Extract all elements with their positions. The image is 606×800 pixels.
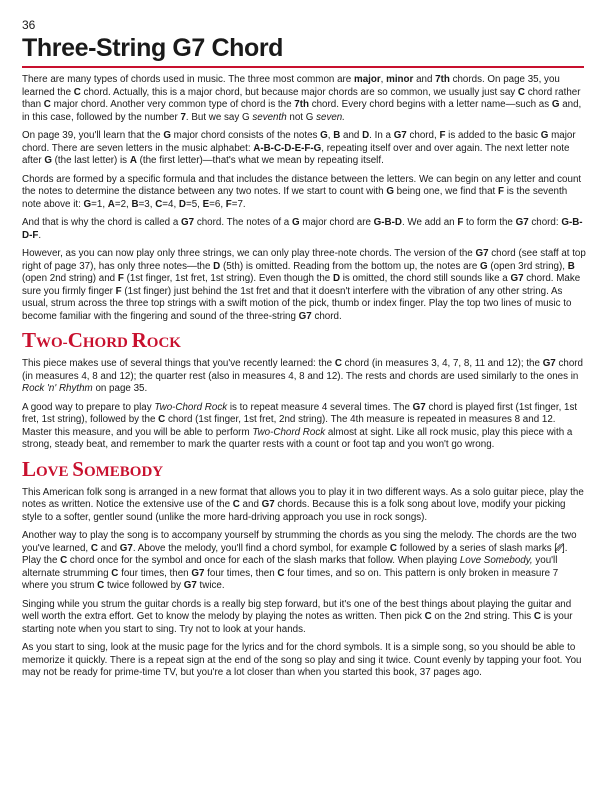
- body-paragraph: [22, 642, 586, 680]
- text-run: (1st finger) just behind the 1st fret and that it doesn't interfere with the vibration of any other string. As usual, strum across the three top strings with a swift motion of the pick, thumb or index finger. Play the top two lines of music to become familiar with the fingering and sound of the three-string: [22, 285, 572, 322]
- text-run: This American folk song is arranged in a new format that allows you to play it in two different ways. As a solo guitar piece, play the notes as written. Notice the extensive use of the: [22, 486, 584, 510]
- bold-text-run: G-B-D-F: [22, 217, 583, 241]
- text-run: twice.: [196, 580, 225, 591]
- bold-text-run: D: [213, 260, 221, 272]
- bold-text-run: G: [44, 155, 52, 166]
- body-paragraph: [22, 248, 586, 323]
- italic-text-run: Two-Chord Rock: [252, 426, 326, 438]
- body-paragraph: [22, 74, 586, 124]
- bold-text-run: B: [131, 198, 139, 210]
- bold-text-run: C: [389, 542, 397, 554]
- bold-text-run: D: [178, 198, 186, 210]
- bold-text-run: G: [540, 130, 549, 141]
- text-run: chord (1st finger, 1st fret, 2nd string). The 4th measure is repeated in measures 8 and 12. Master this measure, and you will be able to perform: [22, 414, 556, 438]
- text-run: chord.: [311, 310, 342, 322]
- text-run: Another way to play the song is to accompany yourself by strumming the chords as you sing the melody. The chords are the two you've learned,: [22, 530, 577, 554]
- bold-text-run: G7: [181, 217, 195, 228]
- bold-text-run: E: [202, 198, 210, 210]
- bold-text-run: G7: [191, 567, 205, 579]
- bold-text-run: G7: [515, 217, 529, 228]
- bold-text-run: G: [291, 217, 300, 228]
- text-run: and: [413, 74, 436, 85]
- italic-text-run: seven.: [316, 111, 345, 123]
- text-run: major chord are: [299, 217, 374, 228]
- text-run: four times, then: [118, 567, 192, 579]
- text-run: major chord consists of the notes: [170, 130, 321, 141]
- bold-text-run: G: [83, 198, 92, 210]
- bold-text-run: G: [551, 99, 560, 110]
- text-run: chord:: [528, 217, 562, 228]
- text-run: ,: [380, 74, 387, 85]
- bold-text-run: F: [117, 273, 124, 284]
- heading-text-run: OCK: [146, 335, 181, 351]
- text-run: (the first letter)—that's what we mean by repeating itself.: [136, 155, 384, 166]
- text-run: and: [97, 542, 120, 554]
- bold-text-run: D: [332, 273, 341, 284]
- text-run: . We add an: [401, 217, 458, 228]
- heading-text-run: T: [22, 328, 37, 352]
- bold-text-run: C: [60, 555, 68, 566]
- bold-text-run: C: [517, 86, 525, 98]
- text-run: However, as you can now play only three strings, we can only play three-note chords. The version of the: [22, 248, 476, 259]
- bold-text-run: F: [115, 285, 122, 297]
- text-run: chord (in measures 3, 4, 7, 8, 11 and 12); the: [341, 358, 543, 369]
- text-run: is added to the basic: [445, 130, 541, 141]
- bold-text-run: G7: [542, 358, 556, 369]
- title-rule: [22, 66, 584, 68]
- bold-text-run: C: [155, 198, 163, 210]
- text-run: chord,: [406, 130, 440, 141]
- text-run: chord (see staff at top right of page 37), has only three notes—the: [22, 248, 586, 272]
- italic-text-run: ⁄⁄⁄: [557, 542, 563, 554]
- bold-text-run: G: [386, 186, 394, 197]
- text-run: This piece makes use of several things that you've recently learned: the: [22, 358, 335, 369]
- text-run: Chords are formed by a specific formula and that includes the distance between the letters. We can begin on any letter and count the notes to determine the distance between any two notes. If we start to count with: [22, 173, 582, 197]
- text-run: and: [239, 499, 262, 510]
- text-run: is the seventh note above it:: [22, 186, 568, 210]
- text-run: There are many types of chords used in music. The three most common are: [22, 74, 354, 85]
- heading-text-run: HORD: [82, 335, 132, 351]
- heading-text-run: WO-: [36, 335, 68, 351]
- bold-text-run: major: [353, 74, 381, 85]
- bold-text-run: G7: [119, 542, 133, 554]
- text-run: (open 3rd string),: [487, 260, 568, 272]
- bold-text-run: C: [424, 611, 432, 622]
- bold-text-run: C: [90, 542, 98, 554]
- text-run: not G: [286, 111, 317, 123]
- body-paragraph: [22, 599, 586, 637]
- text-run: is your starting note when you start to sing. Try not to look at your hands.: [22, 611, 573, 635]
- italic-text-run: Rock 'n' Rhythm: [22, 383, 93, 394]
- bold-text-run: C: [73, 86, 81, 98]
- text-run: chord. Every chord begins with a letter name—such as: [308, 99, 552, 110]
- text-run: you'll alternate strumming: [22, 555, 558, 579]
- text-run: chords. Because this is a folk song about love, modify your picking style to a softer, gentler sound (unlike the more hard-driving approach you use in rock songs).: [22, 499, 566, 523]
- text-run: chords. On page 35, you learned the: [22, 74, 560, 98]
- bold-text-run: C: [533, 611, 541, 622]
- body-paragraph: [22, 217, 586, 242]
- text-run: And that is why the chord is called a: [22, 217, 182, 228]
- text-run: (open 2nd string) and: [22, 273, 118, 284]
- bold-text-run: G7: [510, 273, 524, 284]
- text-run: ,: [327, 130, 334, 141]
- text-run: chord. Actually, this is a major chord, but because major chords are so common, we usually just say: [80, 86, 518, 98]
- text-run: and: [340, 130, 363, 141]
- text-run: A good way to prepare to play: [22, 401, 155, 413]
- text-run: On page 39, you'll learn that the: [22, 130, 164, 141]
- text-run: chord is played first (1st finger, 1st fret, 1st string), followed by the: [22, 401, 578, 425]
- text-run: =7.: [231, 198, 246, 210]
- section-heading: [22, 458, 586, 483]
- text-run: . Above the melody, you'll find a chord symbol, for example: [132, 542, 390, 554]
- article-body: [22, 74, 586, 686]
- section-heading: [22, 329, 586, 354]
- page-number: 36: [22, 18, 36, 32]
- heading-text-run: L: [22, 456, 37, 481]
- text-run: . In a: [369, 130, 394, 141]
- text-run: is omitted, the chord still sounds like a: [340, 273, 511, 284]
- bold-text-run: A: [107, 198, 115, 210]
- bold-text-run: C: [97, 580, 105, 591]
- text-run: =3,: [138, 198, 156, 210]
- text-run: .: [38, 229, 42, 241]
- body-paragraph: [22, 130, 586, 168]
- text-run: =5,: [185, 198, 203, 210]
- bold-text-run: G-B-D: [373, 217, 402, 228]
- bold-text-run: G7: [412, 401, 426, 413]
- text-run: and, in this case, followed by the number: [22, 99, 582, 123]
- text-run: four times, then: [204, 567, 278, 579]
- text-run: twice followed by: [104, 580, 184, 591]
- text-run: chord (in measures 4, 8 and 12); the quarter rest (also in measures 4, 8 and 12). The rests and chords are used similarly to the ones in: [22, 358, 583, 382]
- body-paragraph: [22, 487, 586, 525]
- text-run: , repeating itself over and over again. The next letter note after: [22, 142, 570, 166]
- italic-text-run: Two-Chord Rock: [154, 401, 228, 413]
- bold-text-run: C: [334, 358, 342, 369]
- text-run: (the last letter) is: [51, 155, 130, 166]
- text-run: on the 2nd string. This: [431, 611, 534, 622]
- bold-text-run: 7th: [435, 74, 450, 85]
- text-run: is to repeat measure 4 several times. The: [227, 401, 413, 413]
- text-run: major chord. Another very common type of chord is the: [50, 99, 295, 110]
- text-run: =1,: [91, 198, 108, 210]
- heading-text-run: C: [67, 328, 83, 352]
- page-title: Three-String G7 Chord: [22, 34, 284, 62]
- bold-text-run: G7: [298, 310, 312, 322]
- heading-text-run: S: [72, 456, 84, 481]
- text-run: . But we say G: [185, 111, 253, 123]
- bold-text-run: C: [158, 414, 166, 425]
- text-run: four times, and so on. This pattern is only broken in measure 7 where you strum: [22, 567, 559, 591]
- italic-text-run: Love Somebody,: [459, 555, 533, 566]
- body-paragraph: [22, 174, 586, 212]
- text-run: (1st finger, 1st fret, 1st string). Even though the: [123, 273, 333, 284]
- text-run: being one, we find that: [393, 186, 498, 197]
- bold-text-run: F: [457, 217, 464, 228]
- bold-text-run: F: [439, 130, 446, 141]
- text-run: ]. Play the: [22, 542, 568, 566]
- bold-text-run: G: [163, 130, 171, 141]
- bold-text-run: B: [567, 260, 575, 272]
- bold-text-run: C: [277, 567, 285, 579]
- bold-text-run: C: [111, 567, 119, 579]
- bold-text-run: D: [362, 130, 370, 141]
- bold-text-run: B: [333, 130, 341, 141]
- text-run: chord rather than: [22, 86, 581, 110]
- bold-text-run: 7: [180, 111, 186, 123]
- italic-text-run: seventh: [252, 111, 287, 123]
- bold-text-run: G7: [475, 248, 489, 259]
- bold-text-run: C: [232, 499, 240, 510]
- bold-text-run: A-B-C-D-E-F-G: [253, 142, 322, 154]
- heading-text-run: R: [131, 328, 147, 352]
- text-run: major chord. There are seven letters in the music alphabet:: [22, 130, 576, 154]
- text-run: followed by a series of slash marks [: [397, 542, 558, 554]
- bold-text-run: G7: [183, 580, 197, 591]
- heading-text-run: OVE: [36, 463, 73, 480]
- text-run: almost at sight. Like all rock music, play this piece with a strong, steady beat, and remember to mark the quarter rests with a count or foot tap and you won't go wrong.: [22, 426, 573, 450]
- text-run: chord once for the symbol and once for each of the slash marks that follow. When playing: [67, 555, 460, 566]
- text-run: (5th) is omitted. Reading from the bottom up, the notes are: [220, 260, 481, 272]
- text-run: Singing while you strum the guitar chords is a really big step forward, but it's one of the best things about playing the guitar and well worth the extra effort. Get to know the melody by playing the notes as written. Then pick: [22, 598, 572, 622]
- body-paragraph: [22, 402, 586, 452]
- body-paragraph: [22, 358, 586, 396]
- text-run: chord. Make sure you firmly finger: [22, 273, 581, 297]
- text-run: =2,: [114, 198, 132, 210]
- bold-text-run: G: [320, 130, 328, 141]
- bold-text-run: F: [225, 198, 232, 210]
- bold-text-run: A: [129, 155, 137, 166]
- text-run: =6,: [209, 198, 226, 210]
- text-run: to form the: [463, 217, 516, 228]
- bold-text-run: F: [497, 186, 504, 197]
- text-run: As you start to sing, look at the music page for the lyrics and for the chord symbols. It is a simple song, so you should be able to memorize it quickly. There is a repeat sign at the end of the song so play and sing it twice. Count evenly by tapping your foot. You may not be ready for prime-time TV, but you're a lot closer than when you started this book, 37 pages ago.: [22, 642, 582, 678]
- text-run: chord. The notes of a: [194, 217, 292, 228]
- text-run: on page 35.: [92, 383, 148, 394]
- bold-text-run: minor: [386, 74, 414, 85]
- bold-text-run: 7th: [294, 99, 309, 110]
- text-run: =4,: [162, 198, 179, 210]
- bold-text-run: C: [43, 99, 51, 110]
- heading-text-run: OMEBODY: [83, 463, 164, 480]
- bold-text-run: G: [480, 260, 488, 272]
- bold-text-run: G7: [393, 130, 407, 141]
- bold-text-run: G7: [261, 499, 275, 510]
- body-paragraph: [22, 530, 586, 593]
